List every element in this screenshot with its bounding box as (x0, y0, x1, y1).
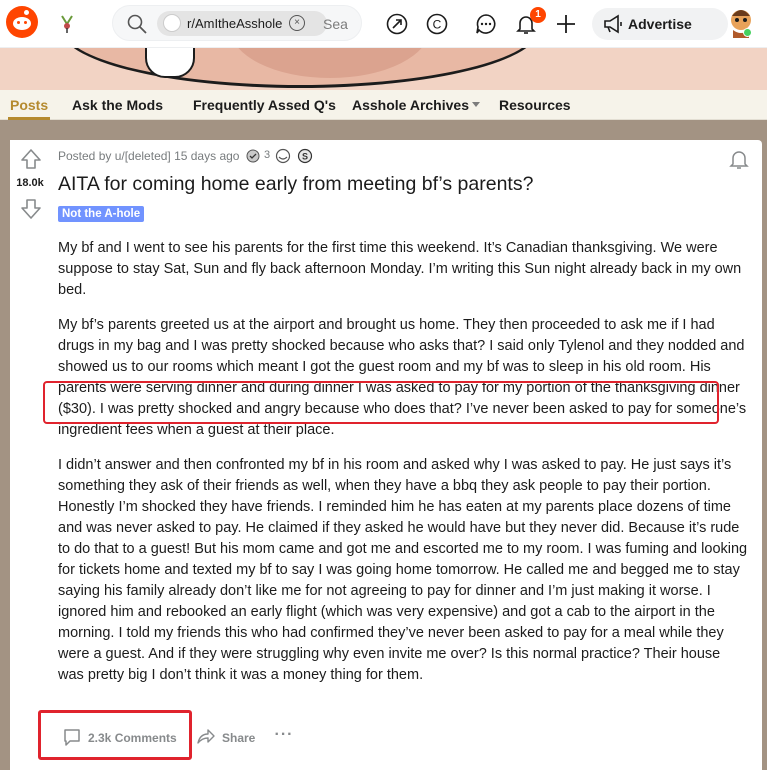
downvote-arrow-icon[interactable] (20, 198, 42, 220)
search-input[interactable]: Sea (323, 16, 348, 32)
comment-icon (62, 727, 82, 747)
notification-badge: 1 (530, 7, 546, 23)
search-icon (127, 14, 147, 34)
post-card (10, 140, 762, 770)
post-paragraph: I didn’t answer and then confronted my bf in his room and asked why I was asked to pay. He just says it’s something they ask of their friends as well, when they have a bbq they ask people to pay their portion. Honestly I’m shocked they have friends. I reminded him he has eaten at my parents place dozens of time and was never asked to pay. He claimed if they asked he would have but they never did. Because it’s rude to do that to a guest! But his mom came and got me and escorted me to my room. I was fuming and looking for tickets home and texted my bf to say I was going home tomorrow. He called me and begged me to stay saying his family already don’t like me for not agreeing to pay for dinner and I’m just making it worse. I ignored him and rebooked an early flight (which was very expensive) and got a cab to the airport in the morning. I told my friends this who had confirmed they’ve never been asked to pay for a meal while they were a guest. And if they were struggling why even invite me over? Is this normal practice? Their house was pretty big I don’t think it was a money thing for them. (58, 457, 748, 683)
post-flair[interactable]: Not the A-hole (58, 206, 144, 222)
award-icon[interactable] (245, 148, 261, 164)
nav-asshole-archives[interactable]: Asshole Archives (352, 97, 469, 113)
vote-column (10, 140, 50, 770)
chat-icon[interactable] (474, 12, 498, 36)
share-label: Share (222, 731, 256, 745)
reddit-logo-icon[interactable] (6, 6, 38, 38)
chevron-down-icon[interactable] (472, 102, 480, 107)
more-options-button[interactable]: ··· (274, 726, 294, 743)
popular-icon[interactable] (385, 12, 409, 36)
community-chip-label: r/AmItheAsshole (187, 16, 283, 31)
online-status-dot (743, 28, 752, 37)
top-header (0, 0, 767, 48)
megaphone-icon (602, 14, 624, 34)
post-title[interactable]: AITA for coming home early from meeting bf’s parents? (58, 173, 534, 195)
nav-posts[interactable]: Posts (10, 97, 49, 113)
post-paragraph: My bf’s parents greeted us at the airport and brought us home. They then proceeded to ask me if I had drugs in my bag and I was pretty shocked because who asks that? I said only Tylenol and they nodded and showed us to our rooms which meant I got the guest room and my bf was to sleep in his old room. His parents were serving dinner and during dinner I was asked to pay for my portion of the thanksgiving dinner ($30). I was pretty shocked and angry because who does that? I’ve never been asked to pay for someone’s ingredient fees when a guest at their place. (58, 317, 747, 438)
community-banner (0, 48, 767, 90)
share-button[interactable] (196, 722, 266, 752)
create-post-plus-icon[interactable] (554, 12, 578, 36)
share-arrow-icon (196, 726, 216, 746)
svg-text:C: C (432, 17, 442, 32)
community-nav (0, 90, 767, 120)
follow-post-bell-icon[interactable] (728, 148, 750, 170)
upvote-arrow-icon[interactable] (20, 148, 42, 170)
community-search-chip[interactable] (157, 11, 327, 36)
award-icon-2[interactable] (275, 148, 291, 164)
advertise-button[interactable] (592, 8, 728, 40)
active-tab-indicator (8, 117, 50, 120)
nav-resources[interactable]: Resources (499, 97, 571, 113)
post-paragraph: My bf and I went to see his parents for the first time this weekend. It’s Canadian thanksgiving. We were suppose to stay Sat, Sun and fly back afternoon Monday. I’m writing this Sun night already back in my own bed. (58, 240, 742, 298)
clear-chip-icon[interactable]: × (289, 15, 305, 31)
svg-text:S: S (301, 151, 309, 162)
search-bar[interactable] (112, 5, 362, 41)
coins-icon[interactable] (425, 12, 449, 36)
vote-score: 18.0k (16, 177, 44, 189)
post-meta: Posted by u/[deleted] 15 days ago (58, 149, 240, 163)
award-count: 3 (264, 149, 271, 161)
nav-faq[interactable]: Frequently Assed Q's (193, 97, 336, 113)
post-body (58, 238, 748, 700)
community-icon[interactable] (56, 14, 78, 34)
comments-button[interactable] (58, 722, 188, 752)
nav-ask-the-mods[interactable]: Ask the Mods (72, 97, 164, 113)
award-icon-3[interactable] (297, 148, 313, 164)
community-chip-icon (163, 14, 181, 32)
comments-count-label: 2.3k Comments (88, 731, 177, 745)
advertise-label: Advertise (628, 16, 692, 32)
